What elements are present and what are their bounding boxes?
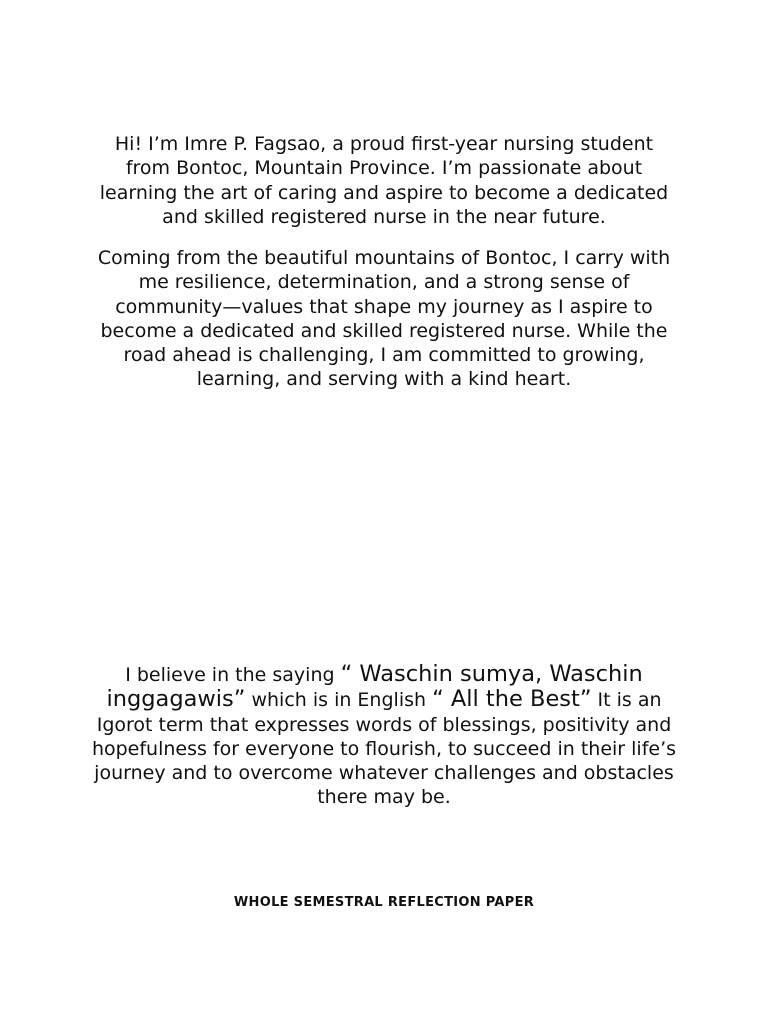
saying-translation: “ All the Best”: [432, 686, 592, 713]
saying-lead: I believe in the saying: [125, 664, 341, 686]
saying-middle: which is in English: [245, 689, 433, 712]
paper-title: WHOLE SEMESTRAL REFLECTION PAPER: [233, 895, 535, 910]
background-paragraph: Coming from the beautiful mountains of Bontoc, I carry with me resilience, determination, and a strong sense of community—values that shape my journey as I aspire to become a dedicated and skilled registered nurse. While the road ahead is challenging, I am committed to growing, learning, and serving with a kind heart.: [97, 247, 671, 391]
saying-paragraph: [90, 662, 678, 810]
saying-quote: “ Waschin sumya, Waschin inggagawis”: [106, 661, 643, 713]
intro-paragraph: Hi! I’m Imre P. Fagsao, a proud first-year nursing student from Bontoc, Mountain Province. I’m passionate about learning the art of caring and aspire to become a dedicated and skilled registered nurse in the near future.: [99, 133, 669, 228]
saying-tail: It is an Igorot term that expresses words of blessings, positivity and hopefulness for everyone to flourish, to succeed in their life’s journey and to overcome whatever challenges and obstacles there may be.: [91, 689, 677, 809]
